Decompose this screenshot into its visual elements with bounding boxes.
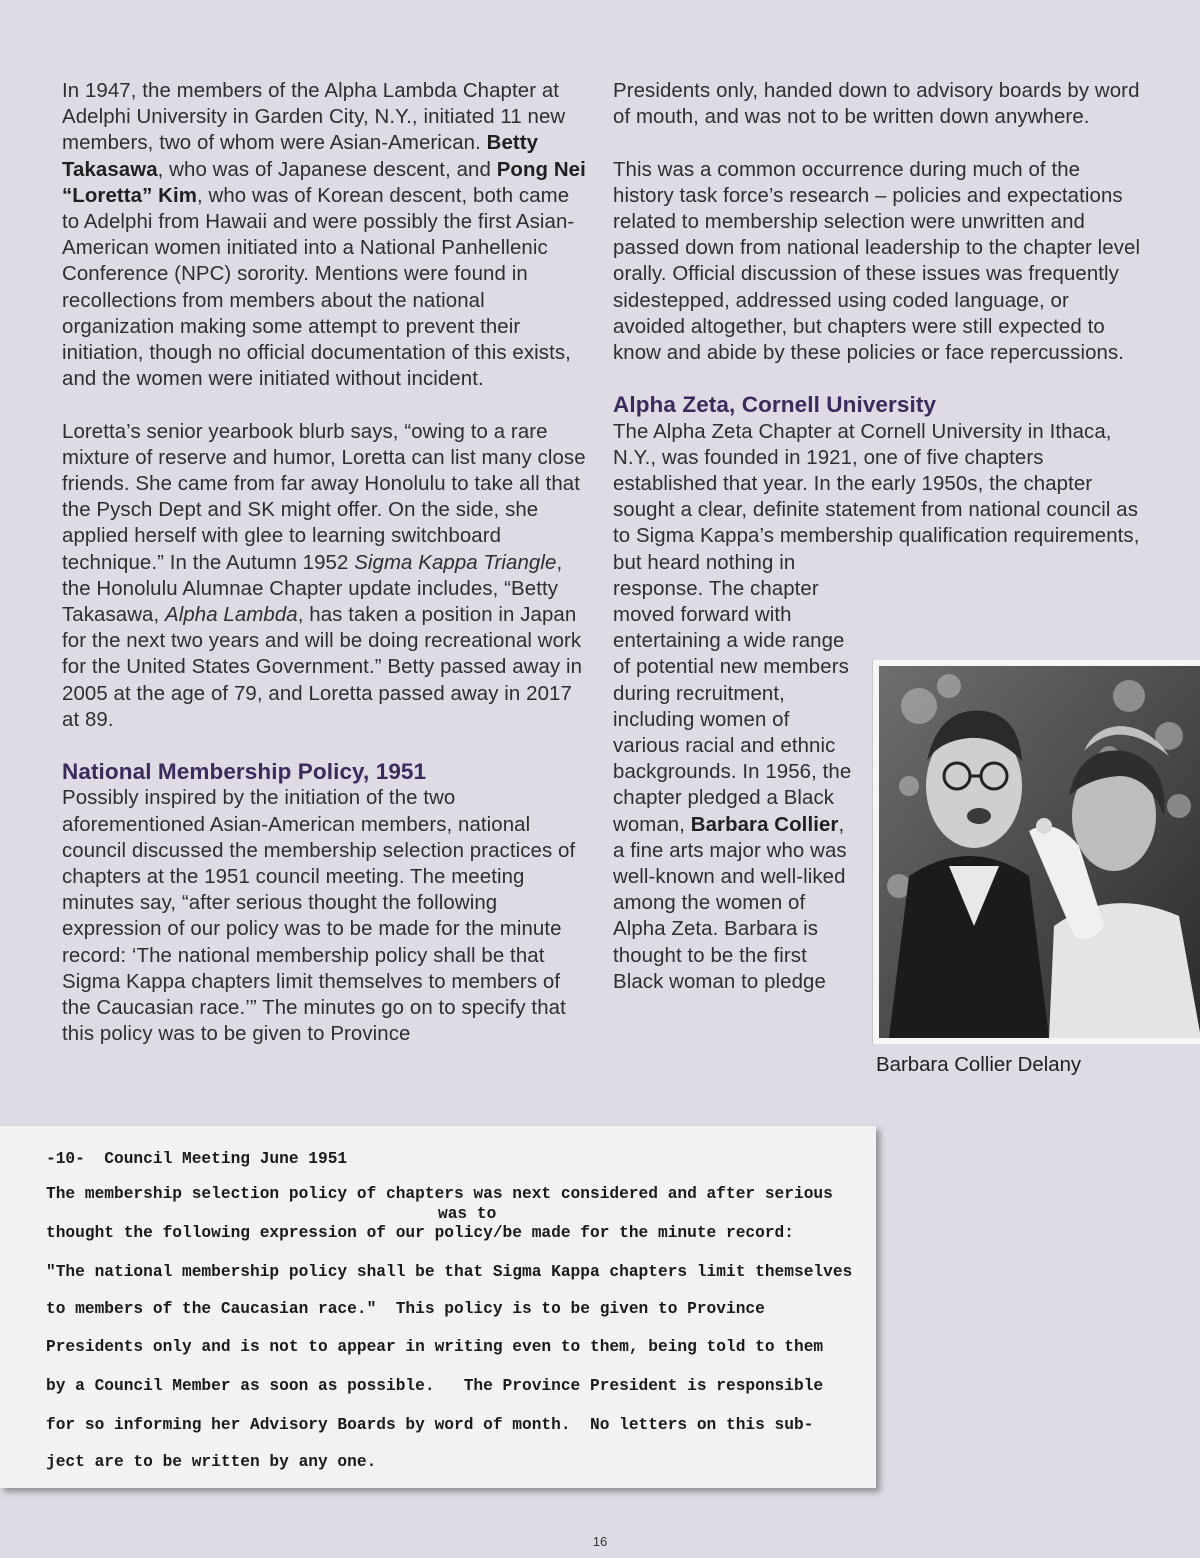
memo-line-insert: was to xyxy=(438,1205,497,1223)
left-column xyxy=(62,78,592,1047)
paragraph-alpha-zeta: The Alpha Zeta Chapter at Cornell University in Ithaca, N.Y., was founded in 1921, one of five chapters established that year. In the early 1950s, the chapter sought a clear, definite statement from national council as to Sigma Kappa’s membership qualification requirements, but heard nothing in xyxy=(613,420,1140,574)
paragraph-policy: Possibly inspired by the initiation of the two aforementioned Asian-American members, national council discussed the membership selection practices of chapters at the 1951 council meeting. The meeting minutes say, “after serious thought the following expression of our policy was to be made for the minute record: ‘The national membership policy shall be that Sigma Kappa chapters limit themselves to members of the Caucasian race.’” The minutes go on to specify that this policy was to be given to Province xyxy=(62,787,576,1046)
name-loretta-kim: Pong Nei “Loretta” Kim xyxy=(62,158,586,207)
paragraph-presidents: Presidents only, handed down to advisory boards by word of mouth, and was not to be written down anywhere. xyxy=(613,80,1140,129)
page-number: 16 xyxy=(592,1534,608,1549)
wedding-photo xyxy=(872,660,1200,1044)
name-betty-takasawa: Betty Takasawa xyxy=(62,132,539,181)
memo-line: by a Council Member as soon as possible. The Province President is responsible xyxy=(46,1377,824,1395)
paragraph-alpha-lambda: In 1947, the members of the Alpha Lambda Chapter at Adelphi University in Garden City, N.Y., initiated 11 new members, two of whom were Asian-American. Betty Takasawa, who was of Japanese descent, and Pong Nei “Loretta” Kim, who was of Korean descent, both came to Adelphi from Hawaii and were possibly the first Asian-American women initiated into a National Panhellenic Conference (NPC) sorority. Mentions were found in recollections from members about the national organization making some attempt to prevent their initiation, though no official documentation of this exists, and the women were initiated without incident. xyxy=(62,80,586,391)
wedding-photo-image xyxy=(879,666,1200,1038)
memo-line: for so informing her Advisory Boards by word of month. No letters on this sub- xyxy=(46,1416,814,1434)
memo-line: thought the following expression of our policy/be made for the minute record: xyxy=(46,1224,794,1242)
memo-line: ject are to be written by any one. xyxy=(46,1453,377,1471)
italic-alpha-lambda: Alpha Lambda xyxy=(165,604,298,627)
memo-line: The membership selection policy of chapters was next considered and after serious xyxy=(46,1185,833,1203)
heading-national-policy: National Membership Policy, 1951 xyxy=(62,759,427,785)
memo-line: "The national membership policy shall be that Sigma Kappa chapters limit themselves xyxy=(46,1263,853,1281)
italic-triangle: Sigma Kappa Triangle xyxy=(354,551,557,574)
name-barbara-collier: Barbara Collier xyxy=(690,813,839,836)
photo-caption: Barbara Collier Delany xyxy=(876,1054,1082,1076)
paragraph-alpha-zeta-narrow: response. The chapter moved forward with entertaining a wide range of potential new members during recruitment, including women of various racial and ethnic backgrounds. In 1956, the chapter pledged a Black woman, Barbara Collier, a fine arts major who was well-known and well-liked among the women of Alpha Zeta. Barbara is thought to be the first Black woman to pledge xyxy=(613,577,852,993)
memo-line: to members of the Caucasian race." This policy is to be given to Province xyxy=(46,1300,765,1318)
memo-line: -10- Council Meeting June 1951 xyxy=(46,1150,348,1168)
heading-alpha-zeta: Alpha Zeta, Cornell University xyxy=(613,392,937,418)
memo-line: Presidents only and is not to appear in writing even to them, being told to them xyxy=(46,1338,824,1356)
paragraph-common-occurrence: This was a common occurrence during much of the history task force’s research – policies and expectations related to membership selection were unwritten and passed down from national leadership to the chapter level orally. Official discussion of these issues was frequently sidestepped, addressed using coded language, or avoided altogether, but chapters were still expected to know and abide by these policies or face repercussions. xyxy=(613,158,1141,365)
paragraph-yearbook: Loretta’s senior yearbook blurb says, “owing to a rare mixture of reserve and humor, Loretta can list many close friends. She came from far away Honolulu to take all that the Pysch Dept and SK might offer. On the side, she applied herself with glee to learning switchboard technique.” In the Autumn 1952 Sigma Kappa Triangle, the Honolulu Alumnae Chapter update includes, “Betty Takasawa, Alpha Lambda, has taken a position in Japan for the next two years and will be doing recreational work for the United States Government.” Betty passed away in 2005 at the age of 79, and Loretta passed away in 2017 at 89. xyxy=(62,420,586,731)
typed-memo xyxy=(0,1126,876,1488)
